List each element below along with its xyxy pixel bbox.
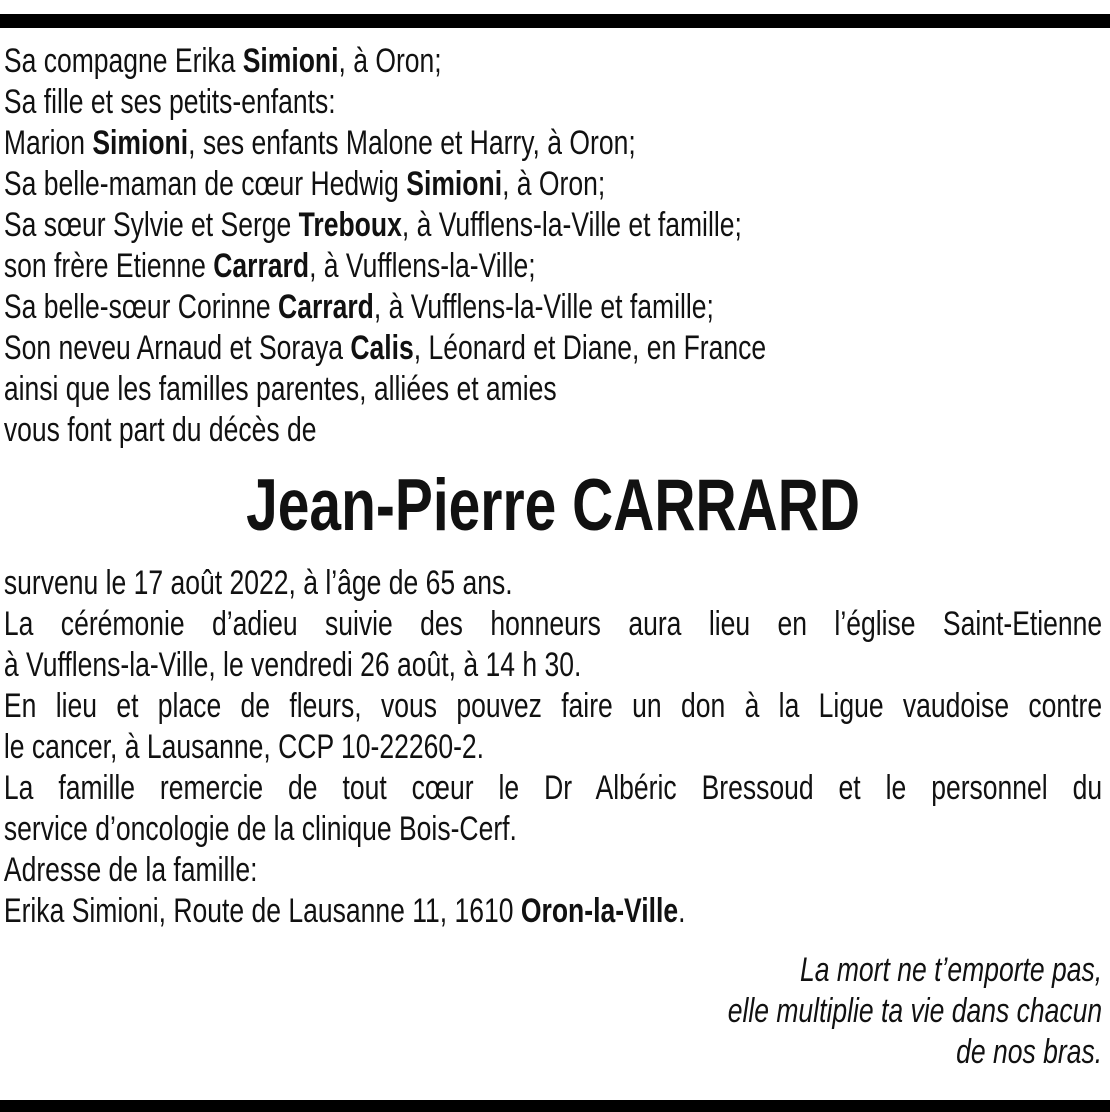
obituary-notice (0, 14, 1110, 1073)
notice-details (4, 563, 1102, 932)
detail-line (4, 563, 1102, 604)
family-line (4, 328, 1102, 369)
text-segment: , à Oron; (338, 42, 442, 80)
text-segment: son frère Etienne (3, 247, 214, 285)
detail-line (4, 850, 1102, 891)
obituary-page (0, 14, 1110, 1112)
quote-line: de nos bras. (956, 1033, 1103, 1071)
text-segment: , à Vufflens-la-Ville et famille; (401, 206, 742, 244)
detail-line (4, 686, 1102, 727)
text-segment: En lieu et place de fleurs, vous pouvez faire un don à la Ligue vaudoise contre (3, 687, 1103, 725)
surname-bold: Calis (350, 329, 414, 367)
family-line (4, 205, 1102, 246)
family-line (4, 369, 1102, 410)
deceased-name-title: Jean-Pierre CARRARD (246, 465, 860, 546)
detail-line (4, 727, 1102, 768)
surname-bold: Carrard (213, 247, 310, 285)
family-line (4, 82, 1102, 123)
surname-bold: Simioni (92, 124, 189, 162)
text-segment: Sa belle-maman de cœur Hedwig (3, 165, 407, 203)
text-segment: survenu le 17 août 2022, à l’âge de 65 ans. (3, 564, 513, 602)
text-segment: service d’oncologie de la clinique Bois-Cerf. (3, 810, 517, 848)
text-segment: ainsi que les familles parentes, alliées et amies (3, 370, 557, 408)
family-line (4, 287, 1102, 328)
surname-bold: Simioni (242, 42, 339, 80)
family-line (4, 410, 1102, 451)
text-segment: Sa belle-sœur Corinne (3, 288, 279, 326)
text-segment: . (678, 892, 686, 930)
text-segment: La cérémonie d’adieu suivie des honneurs aura lieu en l’église Saint-Etienne (3, 605, 1103, 643)
text-segment: le cancer, à Lausanne, CCP 10-22260-2. (3, 728, 485, 766)
detail-line (4, 891, 1102, 932)
text-segment: Marion (3, 124, 93, 162)
text-segment: , ses enfants Malone et Harry, à Oron; (188, 124, 636, 162)
detail-line (4, 768, 1102, 809)
family-line (4, 164, 1102, 205)
text-segment: , à Vufflens-la-Ville et famille; (373, 288, 714, 326)
text-segment: Erika Simioni, Route de Lausanne 11, 1610 (3, 892, 521, 930)
bottom-rule (0, 1100, 1110, 1112)
family-line (4, 123, 1102, 164)
detail-line (4, 604, 1102, 645)
family-line (4, 41, 1102, 82)
surname-bold: Treboux (298, 206, 402, 244)
surname-bold: Oron-la-Ville (520, 892, 679, 930)
family-list (4, 41, 1102, 451)
memorial-quote (4, 950, 1102, 1073)
quote-line: elle multiplie ta vie dans chacun (727, 992, 1103, 1030)
text-segment: , à Vufflens-la-Ville; (309, 247, 536, 285)
text-segment: Adresse de la famille: (3, 851, 258, 889)
text-segment: vous font part du décès de (3, 411, 317, 449)
text-segment: Sa compagne Erika (3, 42, 243, 80)
text-segment: , Léonard et Diane, en France (413, 329, 767, 367)
family-line (4, 246, 1102, 287)
surname-bold: Simioni (406, 165, 503, 203)
text-segment: Son neveu Arnaud et Soraya (3, 329, 351, 367)
surname-bold: Carrard (278, 288, 374, 326)
quote-line: La mort ne t’emporte pas, (799, 951, 1103, 989)
text-segment: Sa sœur Sylvie et Serge (3, 206, 299, 244)
text-segment: La famille remercie de tout cœur le Dr Albéric Bressoud et le personnel du (3, 769, 1103, 807)
text-segment: à Vufflens-la-Ville, le vendredi 26 août, à 14 h 30. (3, 646, 582, 684)
text-segment: Sa fille et ses petits-enfants: (3, 83, 336, 121)
detail-line (4, 645, 1102, 686)
detail-line (4, 809, 1102, 850)
text-segment: , à Oron; (502, 165, 606, 203)
